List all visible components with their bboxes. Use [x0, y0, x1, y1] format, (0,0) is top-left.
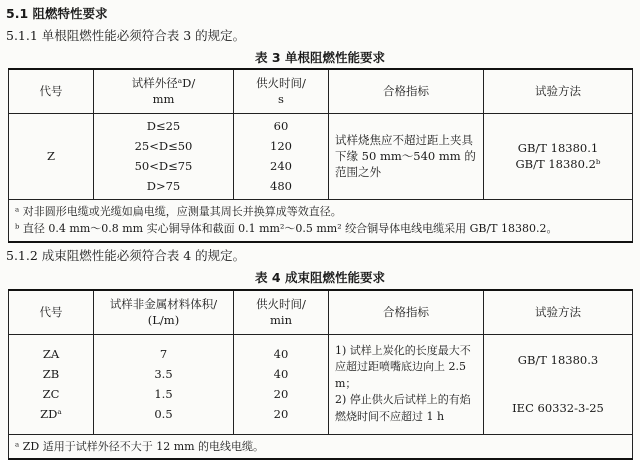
- t4-times: [234, 334, 329, 434]
- t4-criteria-1: 1) 试样上炭化的长度最大不应超过距喷嘴底边向上 2.5 m；: [335, 343, 471, 390]
- t3-header-time-label: 供火时间/: [256, 76, 306, 91]
- t3-methods: [484, 113, 633, 199]
- t4-code: ZDᵃ: [40, 407, 62, 421]
- t4-code: ZB: [42, 367, 60, 381]
- t3-diameter: D>75: [146, 179, 181, 193]
- t4-criteria-2: 2) 停止供火后试样上的有焰燃烧时间不应超过 1 h: [335, 393, 471, 423]
- t3-header-code: 代号: [9, 69, 94, 113]
- t3-header-criteria: 合格指标: [329, 69, 484, 113]
- t4-time: 40: [273, 367, 289, 381]
- t3-code: Z: [9, 113, 94, 199]
- t4-volume: 7: [159, 347, 168, 361]
- table3-body-row: [9, 113, 633, 199]
- t4-header-time-unit: min: [270, 313, 292, 328]
- t4-header-time-label: 供火时间/: [256, 297, 306, 312]
- t4-note-a: ᵃ ZD 适用于试样外径不大于 12 mm 的电线电缆。: [9, 434, 633, 459]
- t3-header-method: 试验方法: [484, 69, 633, 113]
- clause-5-1-1: 5.1.1 单根阻燃性能必须符合表 3 的规定。: [6, 28, 246, 43]
- t4-code: ZA: [42, 347, 60, 361]
- t4-header-code: 代号: [9, 290, 94, 334]
- t3-diameter: 25<D≤50: [134, 139, 193, 153]
- clause-5-1-2: 5.1.2 成束阻燃性能必须符合表 4 的规定。: [6, 248, 246, 263]
- t4-header-method: 试验方法: [484, 290, 633, 334]
- t3-header-time: [234, 69, 329, 113]
- t3-note-b: ᵇ 直径 0.4 mm～0.8 mm 实心铜导体和截面 0.1 mm²～0.5 mm² 绞合铜导体电线电缆采用 GB/T 18380.2。: [15, 222, 558, 236]
- t4-header-volume: [94, 290, 234, 334]
- table4-body-row: [9, 334, 633, 434]
- t3-criteria: 试样烧焦应不超过距上夹具下缘 50 mm～540 mm 的范围之外: [329, 113, 484, 199]
- t4-volume: 0.5: [154, 407, 173, 421]
- t4-method-2: IEC 60332-3-25: [512, 401, 604, 415]
- table3-caption: 表 3 单根阻燃性能要求: [255, 50, 385, 65]
- table4-caption: 表 4 成束阻燃性能要求: [255, 270, 385, 285]
- t3-header-time-unit: s: [278, 92, 284, 107]
- t3-notes: [9, 199, 633, 242]
- t4-volume: 1.5: [154, 387, 173, 401]
- t3-diameters: [94, 113, 234, 199]
- t4-time: 40: [273, 347, 289, 361]
- t3-time: 60: [273, 119, 289, 133]
- t4-header-criteria: 合格指标: [329, 290, 484, 334]
- t4-code: ZC: [42, 387, 60, 401]
- t4-criteria: [329, 334, 484, 434]
- t3-header-diameter-label: 试样外径ᵃD/: [131, 76, 196, 91]
- t4-header-volume-unit: (L/m): [147, 313, 180, 328]
- table3-header-row: [9, 69, 633, 113]
- t3-method: GB/T 18380.1: [517, 140, 599, 155]
- t4-method-1: GB/T 18380.3: [517, 353, 599, 367]
- t4-volumes: [94, 334, 234, 434]
- t3-note-a: ᵃ 对非圆形电缆或光缆如扁电缆，应测量其周长并换算成等效直径。: [15, 204, 342, 218]
- section-heading-5-1: 5.1 阻燃特性要求: [6, 6, 108, 21]
- t3-method: GB/T 18380.2ᵇ: [515, 157, 601, 171]
- t4-header-volume-label: 试样非金属材料体积/: [109, 297, 218, 312]
- t4-header-time: [234, 290, 329, 334]
- table4: [8, 289, 633, 460]
- t3-header-diameter-unit: mm: [152, 92, 175, 107]
- t4-volume: 3.5: [154, 367, 173, 381]
- table3-notes-row: [9, 199, 633, 242]
- t4-time: 20: [273, 387, 289, 401]
- t4-codes: [9, 334, 94, 434]
- t3-time: 120: [270, 139, 292, 153]
- t4-methods: [484, 334, 633, 434]
- table4-notes-row: [9, 434, 633, 459]
- t3-times: [234, 113, 329, 199]
- t3-time: 240: [270, 159, 292, 173]
- t3-header-diameter: [94, 69, 234, 113]
- t3-time: 480: [270, 179, 292, 193]
- t4-time: 20: [273, 407, 289, 421]
- t3-diameter: D≤25: [146, 119, 181, 133]
- table3: [8, 68, 633, 243]
- t3-diameter: 50<D≤75: [134, 159, 193, 173]
- table4-header-row: [9, 290, 633, 334]
